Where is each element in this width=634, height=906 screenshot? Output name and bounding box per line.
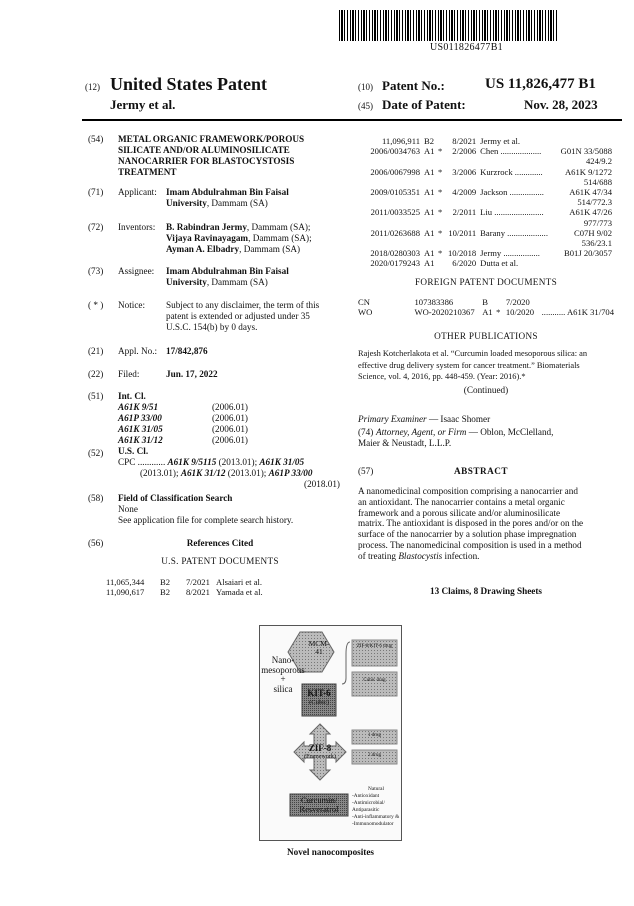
other-line: Science, vol. 4, 2016, pp. 448-459. (Year: 2016).* bbox=[358, 372, 526, 381]
header-rule bbox=[82, 119, 622, 121]
intcl-label: Int. Cl. bbox=[118, 391, 146, 401]
attorney: Attorney, Agent, or Firm — Oblon, McClelland, bbox=[376, 427, 554, 437]
applicant bbox=[166, 187, 289, 209]
right-box-4-label: 2 drug bbox=[368, 753, 381, 758]
title-line: NANOCARRIER FOR BLASTOCYSTOSIS bbox=[118, 156, 295, 166]
table-row: 514/772.3 bbox=[577, 197, 612, 208]
field-label: Field of Classification Search bbox=[118, 493, 233, 503]
notice-line: Subject to any disclaimer, the term of this bbox=[166, 300, 320, 310]
table-row: 2011/0033525 A1 * 2/2011 Liu ....................... A61K 47/26 bbox=[370, 207, 612, 218]
code-54: (54) bbox=[88, 134, 104, 144]
zif-label: ZIF-8 (Framework) bbox=[304, 743, 336, 760]
claims-sheets: 13 Claims, 8 Drawing Sheets bbox=[429, 586, 543, 596]
appl-no: 17/842,876 bbox=[166, 346, 208, 356]
filed-date: Jun. 17, 2022 bbox=[166, 369, 218, 379]
other-pubs bbox=[358, 348, 587, 383]
intcl-row: A61K 31/05 (2006.01) bbox=[118, 424, 248, 434]
table-row: 11,090,617 B2 8/2021 Yamada et al. bbox=[106, 587, 263, 598]
patent-heading: United States Patent bbox=[110, 74, 267, 94]
table-row: 977/773 bbox=[583, 217, 612, 228]
code-45: (45) bbox=[358, 101, 373, 111]
inventor-3: Ayman A. Elbadry bbox=[166, 244, 240, 254]
notice-line: patent is extended or adjusted under 35 bbox=[166, 311, 310, 321]
date-label: Date of Patent: bbox=[382, 97, 466, 112]
notice-text bbox=[166, 300, 319, 333]
abstract-text: A nanomedicinal composition comprising a nanocarrier and an antioxidant. The nanocarrier contains a metal organic framework and a porous silicate and/or aluminosilicate matrix. The antioxidant is disposed in the pores and/or on the surface of the nanocarrier by a solution phase impregnation process. The nanomedicinal composition is used in a method of treating Blastocystis infection. bbox=[358, 486, 584, 561]
table-row: 2009/0105351 A1 * 4/2009 Jackson ................ A61K 47/34 bbox=[370, 187, 612, 198]
continued: (Continued) bbox=[463, 385, 509, 395]
intcl-row: A61P 33/00 (2006.01) bbox=[118, 413, 248, 423]
figure-caption: Novel nanocomposites bbox=[286, 847, 375, 857]
code-22: (22) bbox=[88, 369, 104, 379]
foreign-label: FOREIGN PATENT DOCUMENTS bbox=[415, 277, 557, 287]
code-58: (58) bbox=[88, 493, 104, 503]
table-row: 424/9.2 bbox=[585, 156, 612, 167]
applicant-location: , Dammam (SA) bbox=[206, 198, 268, 208]
title-line: METAL ORGANIC FRAMEWORK/POROUS bbox=[118, 134, 305, 144]
uscl-label: U.S. Cl. bbox=[118, 446, 149, 456]
code-74: (74) bbox=[358, 427, 374, 437]
examiner: Primary Examiner — Isaac Shomer bbox=[358, 414, 491, 424]
table-row: 514/688 bbox=[583, 176, 612, 187]
barcode bbox=[339, 10, 558, 41]
notice-label: Notice: bbox=[118, 300, 146, 310]
code-71: (71) bbox=[88, 187, 104, 197]
other-line: Rajesh Kotcherlakota et al. “Curcumin loaded mesoporous silica: an bbox=[358, 349, 588, 358]
inventor-1-location: , Dammam (SA); bbox=[246, 222, 311, 232]
filed-label: Filed: bbox=[118, 369, 140, 379]
code-12: (12) bbox=[85, 82, 100, 92]
code-73: (73) bbox=[88, 266, 104, 276]
right-box-1-label: ZIF-8/KIT-6 drug bbox=[356, 644, 393, 649]
natural-props: Natural -Antioxidant -Antimicrobial/ Antiparasitic -Anti-inflammatory & -Immunomodulator bbox=[352, 786, 400, 827]
code-21: (21) bbox=[88, 346, 104, 356]
us-docs-label: U.S. PATENT DOCUMENTS bbox=[161, 556, 279, 566]
patent-no: US 11,826,477 B1 bbox=[485, 76, 596, 92]
other-line: effective drug delivery system for cancer treatment.” Biomaterials bbox=[358, 360, 580, 370]
code-57: (57) bbox=[358, 466, 374, 476]
invention-title bbox=[118, 134, 304, 178]
assignee-name2: University bbox=[166, 277, 207, 287]
assignee-name: Imam Abdulrahman Bin Faisal bbox=[166, 266, 289, 276]
code-52: (52) bbox=[88, 448, 104, 458]
attorney-line2: Maier & Neustadt, L.L.P. bbox=[358, 438, 452, 448]
kit-label: KIT-6 (Cubic) bbox=[307, 688, 331, 706]
field-search bbox=[118, 493, 293, 526]
assignee-location: , Dammam (SA) bbox=[206, 277, 268, 287]
inventor-2-location: , Dammam (SA); bbox=[248, 233, 312, 243]
curcumin-label: Curcumin/ Resveratrol bbox=[299, 795, 339, 814]
code-51: (51) bbox=[88, 391, 104, 401]
table-row: 2018/0280303 A1 * 10/2018 Jermy ................. B01J 20/3057 bbox=[370, 248, 612, 259]
us-refs-table bbox=[106, 577, 263, 597]
table-row: 11,096,911 B2 8/2021 Jermy et al. bbox=[381, 136, 521, 146]
inventor-1: B. Rabindran Jermy bbox=[166, 222, 247, 232]
refs-label: References Cited bbox=[186, 538, 254, 548]
table-row: 536/23.1 bbox=[581, 238, 612, 249]
applicant-label: Applicant: bbox=[118, 187, 157, 197]
title-line: TREATMENT bbox=[118, 167, 177, 177]
table-row: 2006/0067998 A1 * 3/2006 Kurzrock ............. A61K 9/1272 bbox=[370, 166, 612, 177]
field-see: See application file for complete search history. bbox=[118, 515, 294, 525]
table-row: 2020/0179243 A1 6/2020 Dutta et al. bbox=[370, 258, 519, 269]
inventor-3-location: , Dammam (SA) bbox=[239, 244, 301, 254]
foreign-table bbox=[358, 297, 614, 317]
inventor-2: Vijaya Ravinayagam bbox=[166, 233, 249, 243]
representative-figure bbox=[259, 625, 402, 841]
mcm-label: MCM- 41 bbox=[308, 639, 330, 656]
table-row: 2011/0263688 A1 * 10/2011 Barany ................... C07H 9/02 bbox=[370, 227, 612, 238]
applicant-name2: University bbox=[166, 198, 207, 208]
inventors-label: Inventors: bbox=[118, 222, 156, 232]
applicant-name: Imam Abdulrahman Bin Faisal bbox=[166, 187, 289, 197]
assignee bbox=[166, 266, 289, 288]
table-row: 11,065,344 B2 7/2021 Alsaiari et al. bbox=[106, 577, 263, 587]
table-row: 2006/0034763 A1 * 2/2006 Chen ................... G01N 33/5088 bbox=[370, 146, 612, 157]
other-label: OTHER PUBLICATIONS bbox=[434, 331, 538, 341]
inventor-short: Jermy et al. bbox=[110, 97, 176, 112]
right-refs-table bbox=[362, 136, 612, 269]
field-none: None bbox=[118, 504, 138, 514]
notice-line: U.S.C. 154(b) by 0 days. bbox=[166, 322, 258, 332]
intcl-list bbox=[118, 402, 248, 446]
abstract-label: ABSTRACT bbox=[454, 466, 509, 476]
code-notice: ( * ) bbox=[88, 300, 104, 310]
code-10: (10) bbox=[358, 82, 373, 92]
assignee-label: Assignee: bbox=[118, 266, 155, 276]
patent-date: Nov. 28, 2023 bbox=[524, 97, 598, 112]
intcl-row: A61K 31/12 (2006.01) bbox=[118, 435, 248, 445]
cpc-label: CPC bbox=[118, 457, 136, 467]
right-box-3-label: 1 drug bbox=[368, 733, 381, 738]
table-row: CN 107383386 B 7/2020 bbox=[358, 297, 530, 307]
patent-no-label: Patent No.: bbox=[382, 78, 445, 93]
code-56: (56) bbox=[88, 538, 104, 548]
nano-label: Nano- mesoporous + silica bbox=[261, 655, 305, 694]
code-72: (72) bbox=[88, 222, 104, 232]
right-box-2-label: Cubic drug bbox=[363, 678, 386, 683]
inventors bbox=[166, 222, 312, 255]
title-line: SILICATE AND/OR ALUMINOSILICATE bbox=[118, 145, 290, 155]
barcode-number: US011826477B1 bbox=[430, 42, 503, 53]
appl-label: Appl. No.: bbox=[118, 346, 158, 356]
intcl-row: A61K 9/51 (2006.01) bbox=[118, 402, 248, 412]
cpc-block: CPC ............ A61K 9/5115 (2013.01); A61K 31/05 (2013.01); A61K 31/12 (2013.01); A61P 33/00 (2018.01) bbox=[118, 457, 340, 489]
table-row: WO WO-2020210367 A1 * 10/2020 ........... A61K 31/704 bbox=[358, 307, 614, 318]
